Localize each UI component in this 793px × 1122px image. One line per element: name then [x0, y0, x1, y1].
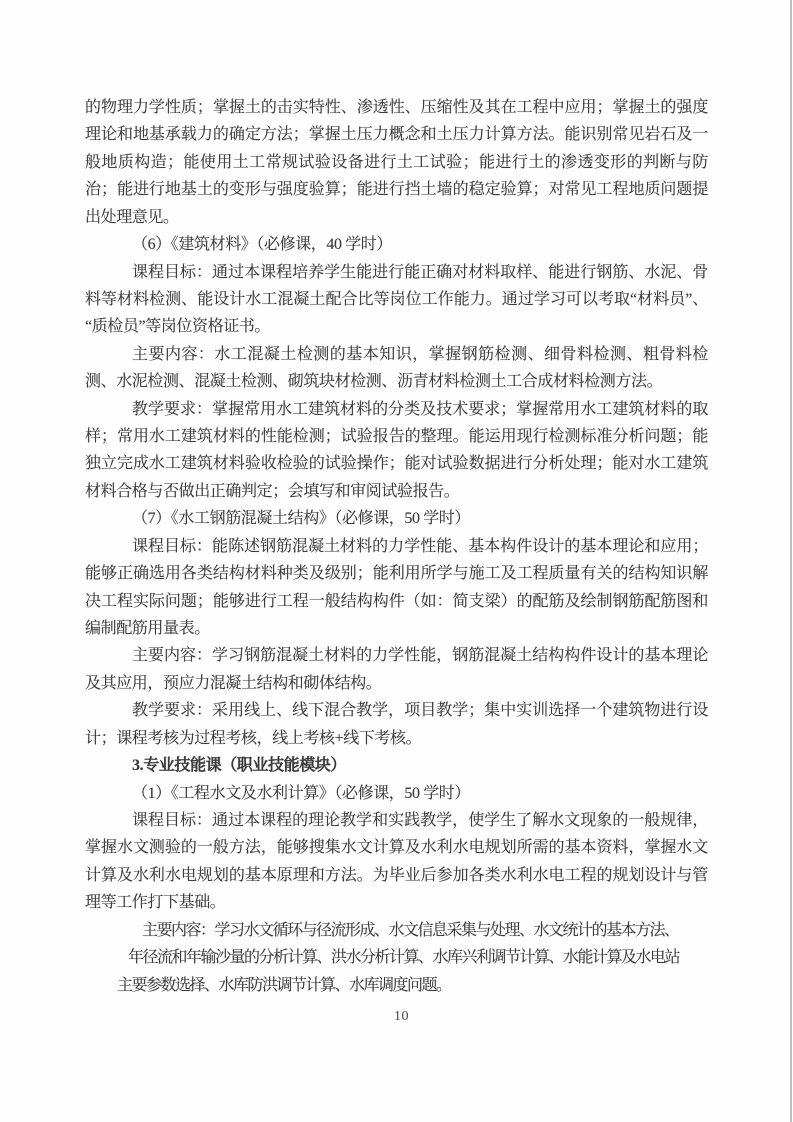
paragraph: （6）《建筑材料》（必修课，40 学时）	[132, 236, 393, 254]
paragraph: 教学要求：采用线上、线下混合教学，项目教学；集中实训选择一个建筑物进行设计；课程考核为过程考核，线上考核+线下考核。	[85, 702, 708, 747]
scan-edge-artifact	[790, 0, 792, 1122]
paragraph: （1）《工程水文及水利计算》（必修课，50 学时）	[132, 784, 471, 802]
paragraph-line: 年径流和年输沙量的分析计算、洪水分析计算、水库兴利调节计算、水能计算及水电站	[128, 949, 680, 967]
paragraph: 主要内容：水工混凝土检测的基本知识，掌握钢筋检测、细骨料检测、粗骨料检测、水泥检测、混凝土检测、砌筑块材检测、沥青材料检测土工合成材料检测方法。	[85, 345, 708, 391]
paragraph: 课程目标：通过本课程培养学生能进行能正确对材料取样、能进行钢筋、水泥、骨料等材料检测、能设计水工混凝土配合比等岗位工作能力。通过学习可以考取“材料员”、“质检员”等岗位资格证书。	[85, 263, 708, 336]
paragraph: 3.专业技能课（职业技能模块）	[132, 757, 347, 775]
paragraph: 课程目标：通过本课程的理论教学和实践教学，使学生了解水文现象的一般规律，掌握水文测验的一般方法，能够搜集水文计算及水利水电规划所需的基本资料，掌握水文计算及水利水电规划的基本原理和方法。为毕业后参加各类水利水电工程的规划设计与管理等工作打下基础。	[85, 811, 708, 912]
paragraph: 教学要求：掌握常用水工建筑材料的分类及技术要求；掌握常用水工建筑材料的取样；常用水工建筑材料的性能检测；试验报告的整理。能运用现行检测标准分析问题；能独立完成水工建筑材料验收检验的试验操作；能对试验数据进行分析处理；能对水工建筑材料合格与否做出正确判定；会填写和审阅试验报告。	[85, 400, 708, 500]
document-body	[85, 94, 708, 999]
paragraph: （7）《水工钢筋混凝土结构》（必修课，50 学时）	[132, 510, 471, 528]
paragraph-line: 主要参数选择、水库防洪调节计算、水库调度问题。	[117, 976, 451, 994]
paragraph: 的物理力学性质；掌握土的击实特性、渗透性、压缩性及其在工程中应用；掌握土的强度理论和地基承载力的确定方法；掌握土压力概念和土压力计算方法。能识别常见岩石及一般地质构造；能使用土工常规试验设备进行土工试验；能进行土的渗透变形的判断与防治；能进行地基土的变形与强度验算；能进行挡土墙的稳定验算；对常见工程地质问题提出处理意见。	[85, 99, 708, 226]
page-number: 10	[394, 1009, 409, 1024]
paragraph: 课程目标：能陈述钢筋混凝土材料的力学性能、基本构件设计的基本理论和应用；能够正确选用各类结构材料种类及级别；能利用所学与施工及工程质量有关的结构知识解决工程实际问题；能够进行工程一般结构构件（如：简支梁）的配筋及绘制钢筋配筋图和编制配筋用量表。	[85, 537, 708, 638]
paragraph	[85, 917, 708, 999]
paragraph: 主要内容：学习钢筋混凝土材料的力学性能，钢筋混凝土结构构件设计的基本理论及其应用，预应力混凝土结构和砌体结构。	[85, 647, 708, 692]
paragraph-line: 主要内容：学习水文循环与径流形成、水文信息采集与处理、水文统计的基本方法、	[142, 921, 679, 939]
